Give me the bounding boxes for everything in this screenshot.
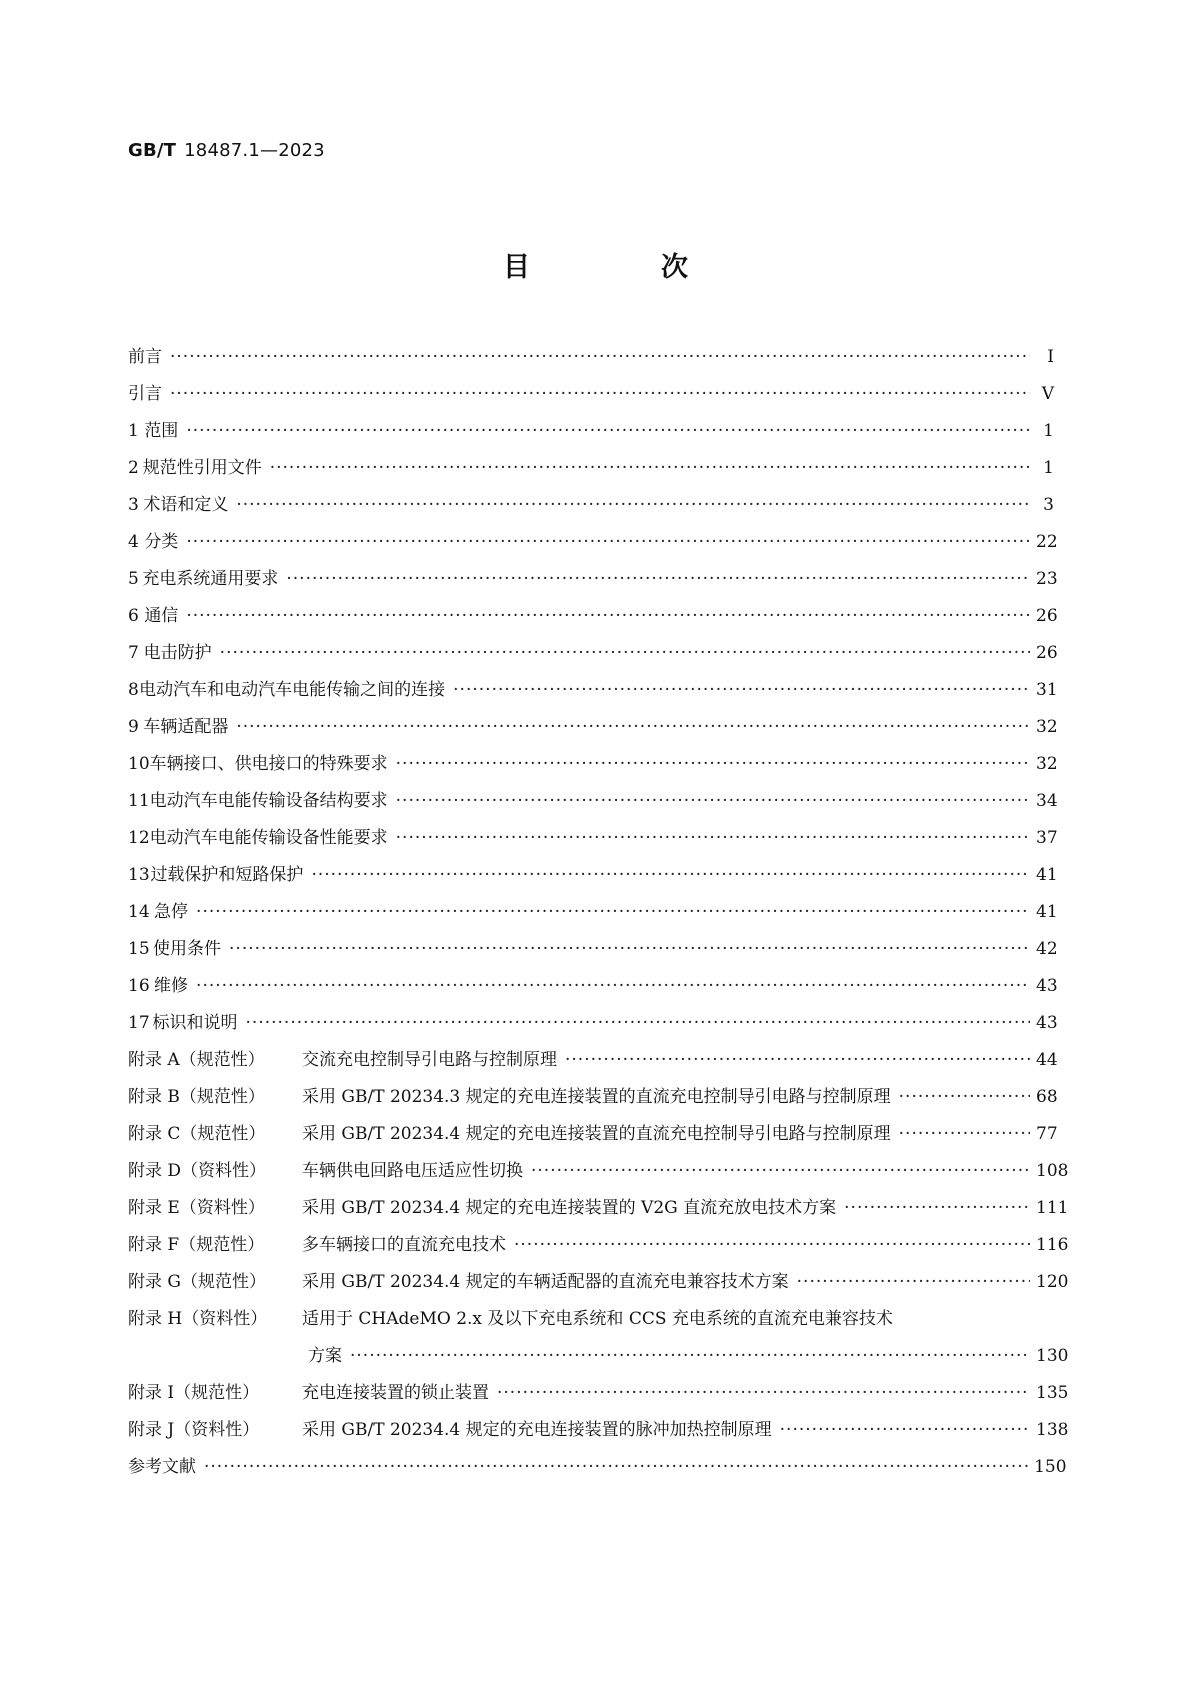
toc-page-number: 1 [1043,421,1054,441]
toc-page-number: 68 [1036,1087,1058,1107]
toc-entry-appendix-h-continued[interactable] [128,1338,1069,1375]
toc-page-number: 138 [1036,1420,1069,1440]
toc-entry-appendix-h[interactable] [128,1301,1054,1338]
toc-label: 采用 GB/T 20234.4 规定的车辆适配器的直流充电兼容技术方案 [302,1272,789,1292]
toc-entry-introduction[interactable] [128,376,1054,413]
toc-page-number: 26 [1036,643,1058,663]
dot-leader [186,524,1030,561]
toc-page-number: 44 [1036,1050,1058,1070]
table-of-contents [128,339,1069,1486]
toc-entry-section-7[interactable] [128,635,1058,672]
toc-label: 车辆供电回路电压适应性切换 [302,1161,523,1181]
toc-page-number: 43 [1036,976,1058,996]
toc-page-number: Ⅴ [1041,384,1054,404]
appendix-prefix: 附录 J（资料性） [128,1420,260,1440]
toc-page-number: 34 [1036,791,1058,811]
dot-leader [270,450,1030,487]
section-number: 7 [128,643,139,663]
section-number: 5 [128,569,139,589]
toc-label: 多车辆接口的直流充电技术 [302,1235,506,1255]
dot-leader [170,376,1030,413]
toc-entry-appendix-b[interactable] [128,1079,1058,1116]
standard-number [128,140,325,161]
dot-leader [396,783,1030,820]
toc-label: 维修 [154,976,189,996]
toc-label: 急停 [154,902,189,922]
section-number: 16 [128,976,150,996]
toc-page-number: 116 [1036,1235,1069,1255]
section-number: 8 [128,680,139,700]
dot-leader [531,1153,1030,1190]
toc-label: 适用于 CHAdeMO 2.x 及以下充电系统和 CCS 充电系统的直流充电兼容技术 [302,1309,893,1329]
dot-leader [514,1227,1030,1264]
toc-page-number: 111 [1036,1198,1069,1218]
dot-leader [899,1079,1030,1116]
toc-label: 分类 [144,532,179,552]
toc-entry-section-13[interactable] [128,857,1058,894]
section-number: 17 [128,1013,150,1033]
toc-page-number: 41 [1036,902,1058,922]
toc-label: 电动汽车电能传输设备结构要求 [149,791,388,811]
toc-page-number: 3 [1043,495,1054,515]
toc-label: 前言 [128,347,162,367]
dot-leader [453,672,1030,709]
section-number: 3 [128,495,139,515]
toc-label: 采用 GB/T 20234.4 规定的充电连接装置的直流充电控制导引电路与控制原理 [302,1124,891,1144]
section-number: 12 [128,828,150,848]
section-number: 6 [128,606,139,626]
dot-leader [196,968,1030,1005]
toc-label: 采用 GB/T 20234.4 规定的充电连接装置的脉冲加热控制原理 [302,1420,772,1440]
toc-entry-appendix-c[interactable] [128,1116,1058,1153]
toc-entry-section-3[interactable] [128,487,1054,524]
toc-label: 电击防护 [143,643,212,663]
toc-page-number: 135 [1036,1383,1069,1403]
section-number: 15 [128,939,150,959]
toc-entry-section-15[interactable] [128,931,1058,968]
toc-page-number: 1 [1043,458,1054,478]
toc-page-number: 130 [1036,1346,1069,1366]
toc-page-number: 23 [1036,569,1058,589]
appendix-prefix: 附录 G（规范性） [128,1272,266,1292]
section-number: 9 [128,717,139,737]
section-number: 13 [128,865,150,885]
toc-label: 电动汽车和电动汽车电能传输之间的连接 [139,680,446,700]
toc-page-number: 108 [1036,1161,1069,1181]
toc-page-number: 26 [1036,606,1058,626]
section-number: 1 [128,421,139,441]
toc-entry-section-8[interactable] [128,672,1058,709]
dot-leader [229,931,1030,968]
dot-leader [170,339,1030,376]
toc-page-number: 41 [1036,865,1058,885]
toc-entry-appendix-f[interactable] [128,1227,1069,1264]
dot-leader [286,561,1030,598]
toc-label: 采用 GB/T 20234.3 规定的充电连接装置的直流充电控制导引电路与控制原理 [302,1087,891,1107]
toc-entry-section-1[interactable] [128,413,1054,450]
toc-label: 参考文献 [128,1457,196,1477]
toc-label: 电动汽车电能传输设备性能要求 [149,828,388,848]
appendix-prefix: 附录 C（规范性） [128,1124,266,1144]
toc-entry-appendix-j[interactable] [128,1412,1069,1449]
dot-leader [899,1116,1030,1153]
toc-entry-appendix-g[interactable] [128,1264,1069,1301]
toc-label-continued: 方案 [308,1346,342,1366]
toc-label: 范围 [144,421,179,441]
appendix-prefix: 附录 F（规范性） [128,1235,265,1255]
dot-leader [396,746,1030,783]
appendix-prefix: 附录 B（规范性） [128,1087,265,1107]
appendix-prefix: 附录 D（资料性） [128,1161,267,1181]
dot-leader [220,635,1030,672]
toc-page-number: Ⅰ [1047,347,1054,367]
standard-prefix: GB/T [128,140,177,161]
toc-entry-section-4[interactable] [128,524,1058,561]
toc-entry-section-5[interactable] [128,561,1058,598]
dot-leader [236,487,1030,524]
toc-label: 使用条件 [153,939,222,959]
toc-page-number: 32 [1036,717,1058,737]
page-title: 目 次 [503,252,740,283]
section-number: 14 [128,902,150,922]
toc-entry-appendix-d[interactable] [128,1153,1069,1190]
dot-leader [396,820,1030,857]
toc-entry-section-6[interactable] [128,598,1058,635]
toc-entry-section-11[interactable] [128,783,1058,820]
dot-leader [797,1264,1030,1301]
dot-leader [565,1042,1030,1079]
toc-label: 术语和定义 [143,495,229,515]
toc-entry-bibliography[interactable] [128,1449,1067,1486]
section-number: 4 [128,532,139,552]
toc-label: 充电连接装置的锁止装置 [302,1383,489,1403]
toc-entry-foreword[interactable] [128,339,1054,376]
toc-label: 标识和说明 [152,1013,238,1033]
toc-page-number: 43 [1036,1013,1058,1033]
toc-page-number: 42 [1036,939,1058,959]
dot-leader [236,709,1030,746]
section-number: 2 [128,458,139,478]
toc-label: 规范性引用文件 [142,458,262,478]
toc-entry-appendix-a[interactable] [128,1042,1058,1079]
toc-page-number: 31 [1036,680,1058,700]
toc-entry-appendix-i[interactable] [128,1375,1069,1412]
toc-page-number: 150 [1034,1457,1067,1477]
toc-entry-appendix-e[interactable] [128,1190,1069,1227]
toc-page-number: 22 [1036,532,1058,552]
appendix-prefix: 附录 H（资料性） [128,1309,268,1329]
toc-label: 通信 [144,606,179,626]
dot-leader [311,857,1030,894]
toc-entry-section-2[interactable] [128,450,1054,487]
toc-label: 车辆适配器 [143,717,229,737]
toc-page-number: 32 [1036,754,1058,774]
toc-page-number: 37 [1036,828,1058,848]
toc-entry-section-10[interactable] [128,746,1058,783]
dot-leader [196,894,1030,931]
toc-entry-section-14[interactable] [128,894,1058,931]
standard-code: 18487.1—2023 [184,140,325,161]
dot-leader [780,1412,1030,1449]
section-number: 11 [128,791,150,811]
toc-entry-section-9[interactable] [128,709,1058,746]
toc-entry-section-12[interactable] [128,820,1058,857]
toc-page-number: 77 [1036,1124,1058,1144]
toc-entry-section-16[interactable] [128,968,1058,1005]
appendix-prefix: 附录 A（规范性） [128,1050,265,1070]
dot-leader [186,413,1030,450]
section-number: 10 [128,754,150,774]
dot-leader [497,1375,1030,1412]
toc-label: 过载保护和短路保护 [150,865,304,885]
appendix-prefix: 附录 I（规范性） [128,1383,260,1403]
toc-label: 交流充电控制导引电路与控制原理 [302,1050,557,1070]
dot-leader [204,1449,1028,1486]
toc-entry-section-17[interactable] [128,1005,1058,1042]
dot-leader [186,598,1030,635]
toc-label: 车辆接口、供电接口的特殊要求 [149,754,388,774]
dot-leader [246,1005,1031,1042]
dot-leader [350,1338,1030,1375]
toc-label: 采用 GB/T 20234.4 规定的充电连接装置的 V2G 直流充放电技术方案 [302,1198,837,1218]
toc-label: 引言 [128,384,162,404]
appendix-prefix: 附录 E（资料性） [128,1198,265,1218]
toc-page-number: 120 [1036,1272,1069,1292]
dot-leader [844,1190,1030,1227]
toc-label: 充电系统通用要求 [142,569,279,589]
